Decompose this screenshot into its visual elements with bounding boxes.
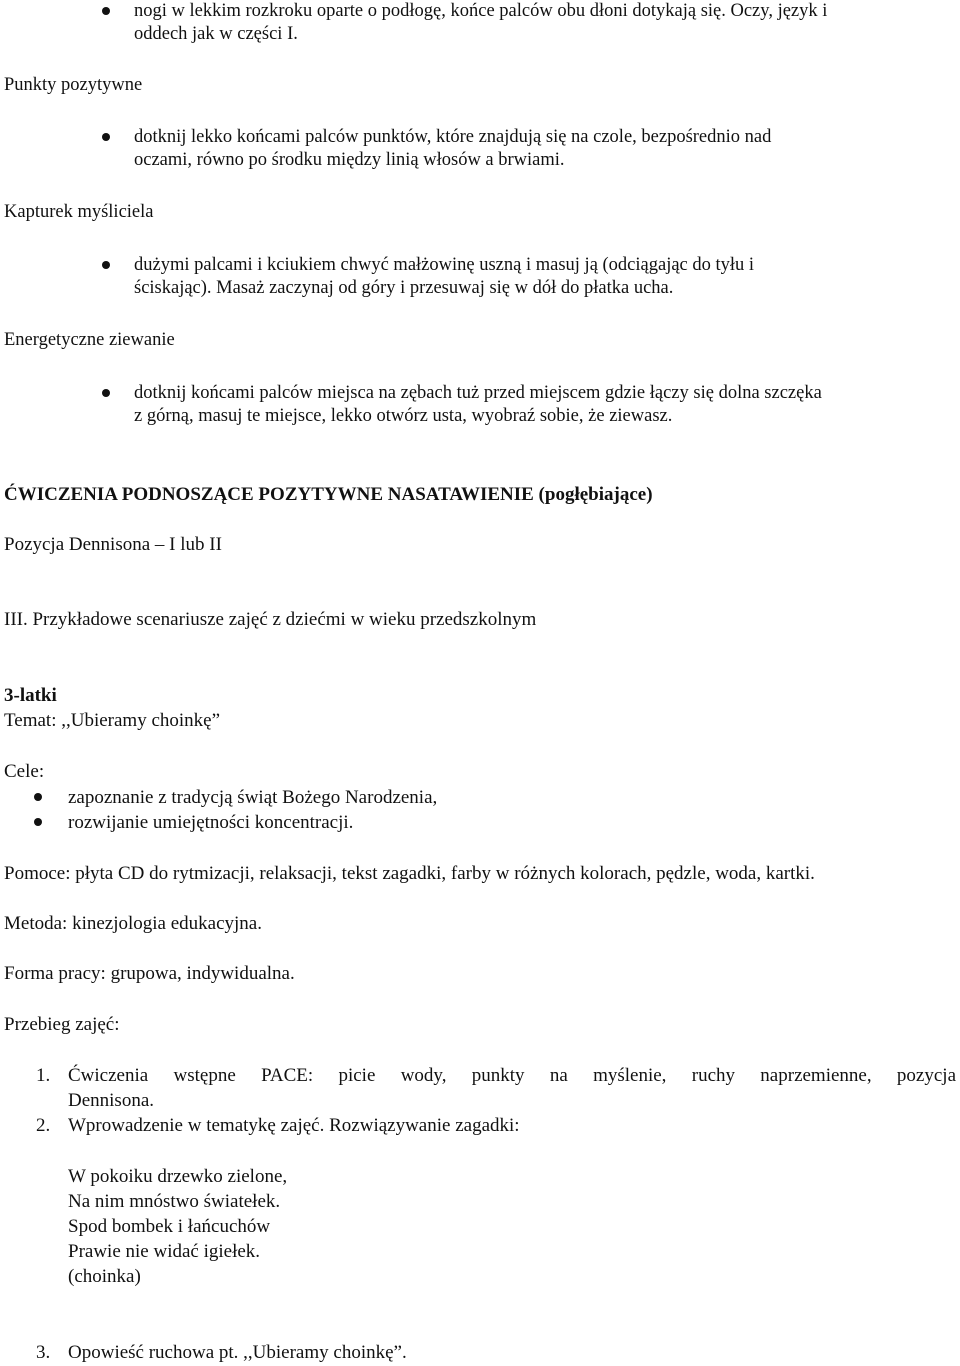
bullet-icon <box>34 793 42 801</box>
riddle-line: Prawie nie widać igiełek. <box>68 1241 261 1262</box>
bullet-icon <box>102 7 110 15</box>
riddle-poem <box>68 1164 287 1289</box>
topic-line: Temat: ,,Ubieramy choinkę” <box>4 710 221 731</box>
goal-item: zapoznanie z tradycją świąt Bożego Narodzenia, <box>68 787 438 808</box>
bullet-icon <box>102 261 110 269</box>
text-line: dużymi palcami i kciukiem chwyć małżowinę uszną i masuj ją (odciągając do tyłu i <box>134 255 755 275</box>
text-line: dotknij końcami palców miejsca na zębach tuż przed miejscem gdzie łączy się dolna szczęka <box>134 383 822 403</box>
step-number: 2. <box>36 1115 51 1136</box>
heading-kapturek-mysliciela: Kapturek myśliciela <box>4 202 154 222</box>
text-line: dotknij lekko końcami palców punktów, które znajdują się na czole, bezpośrednio nad <box>134 127 772 147</box>
form-line: Forma pracy: grupowa, indywidualna. <box>4 963 295 984</box>
bullet-text-top <box>134 0 827 46</box>
goal-item: rozwijanie umiejętności koncentracji. <box>68 812 354 833</box>
position-dennisona: Pozycja Dennisona – I lub II <box>4 534 222 555</box>
text-line: oddech jak w części I. <box>134 24 298 44</box>
riddle-answer: (choinka) <box>68 1266 141 1287</box>
text-line: nogi w lekkim rozkroku oparte o podłogę, końce palców obu dłoni dotykają się. Oczy, język i <box>134 1 828 21</box>
riddle-line: Na nim mnóstwo światełek. <box>68 1191 281 1212</box>
bullet-icon <box>34 818 42 826</box>
step-text <box>68 1063 956 1113</box>
method-line: Metoda: kinezjologia edukacyjna. <box>4 913 262 934</box>
step-number: 1. <box>36 1065 51 1086</box>
aids-line: Pomoce: płyta CD do rytmizacji, relaksacji, tekst zagadki, farby w różnych kolorach, pędzle, woda, kartki. <box>4 863 815 884</box>
step-text: Opowieść ruchowa pt. ,,Ubieramy choinkę”. <box>68 1342 407 1363</box>
text-line: Dennisona. <box>68 1090 155 1111</box>
age-group-label: 3-latki <box>4 685 57 706</box>
section-title-cwiczenia: ĆWICZENIA PODNOSZĄCE POZYTYWNE NASATAWIENIE (pogłębiające) <box>4 484 653 505</box>
text-line: z górną, masuj te miejsce, lekko otwórz usta, wyobraź sobie, że ziewasz. <box>134 406 673 426</box>
bullet-text-kapturek <box>134 254 754 300</box>
step-number: 3. <box>36 1342 51 1363</box>
riddle-line: W pokoiku drzewko zielone, <box>68 1166 288 1187</box>
bullet-icon <box>102 389 110 397</box>
section-heading-scenariusze: III. Przykładowe scenariusze zajęć z dziećmi w wieku przedszkolnym <box>4 609 537 630</box>
heading-energetyczne-ziewanie: Energetyczne ziewanie <box>4 330 175 350</box>
bullet-text-ziewanie <box>134 382 822 428</box>
text-line: ściskając). Masaż zaczynaj od góry i przesuwaj się w dół do płatka ucha. <box>134 278 674 298</box>
text-line: Ćwiczenia wstępne PACE: picie wody, punkty na myślenie, ruchy naprzemienne, pozycja <box>68 1065 956 1086</box>
bullet-icon <box>102 133 110 141</box>
riddle-line: Spod bombek i łańcuchów <box>68 1216 271 1237</box>
text-line: oczami, równo po środku między linią włosów a brwiami. <box>134 150 565 170</box>
goals-label: Cele: <box>4 761 45 782</box>
heading-punkty-pozytywne: Punkty pozytywne <box>4 75 143 95</box>
course-label: Przebieg zajęć: <box>4 1014 120 1035</box>
bullet-text-punkty <box>134 126 771 172</box>
step-text: Wprowadzenie w tematykę zajęć. Rozwiązywanie zagadki: <box>68 1115 520 1136</box>
